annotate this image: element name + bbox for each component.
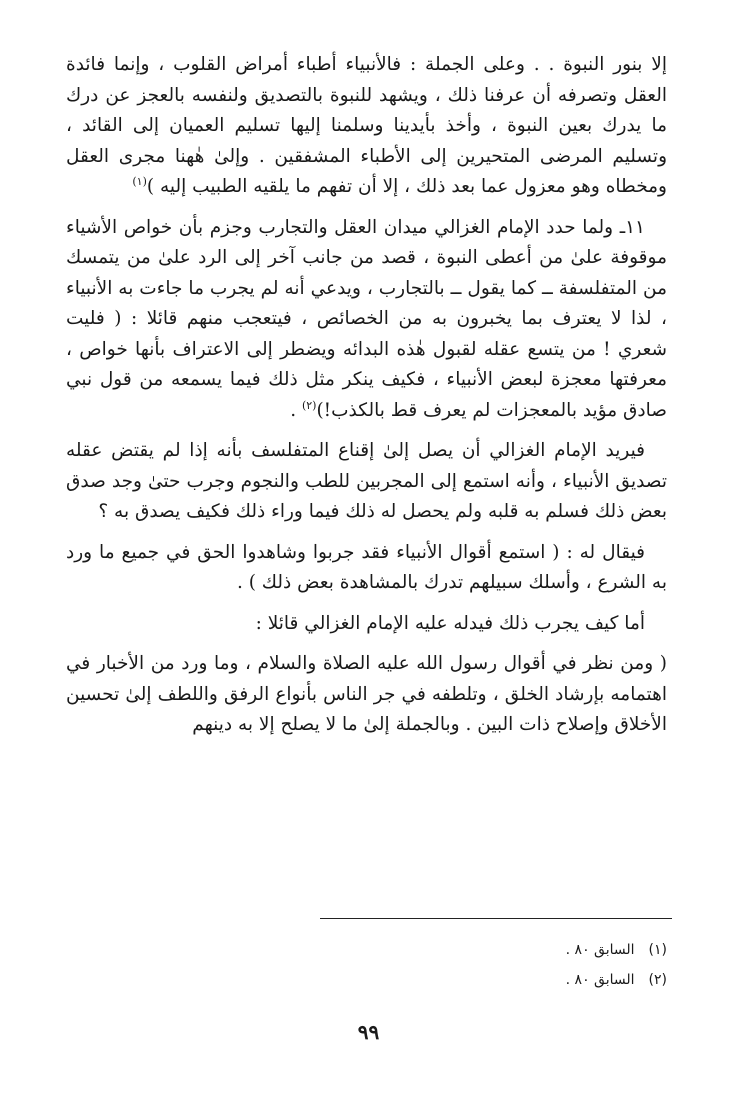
paragraph-4: فيقال له : ( استمع أقوال الأنبياء فقد جربوا وشاهدوا الحق في جميع ما ورد به الشرع ، وأسلك سبيلهم تدرك بالمشاهدة بعض ذلك ) . — [66, 541, 667, 593]
footnote-text: السابق ٨٠ . — [565, 942, 635, 958]
footnote-ref-1[interactable]: (١) — [132, 174, 147, 188]
footnote-ref-2[interactable]: (٢) — [301, 398, 317, 412]
footnote-1 — [566, 942, 667, 958]
footnote-text: السابق ٨٠ . — [565, 972, 635, 988]
footnote-2 — [566, 972, 667, 988]
paragraph-text: ١١ـ ولما حدد الإمام الغزالي ميدان العقل والتجارب وجزم بأن خواص الأشياء موقوفة علىٰ من أعطى النبوة ، قصد من جانب آخر إلى الرد علىٰ من يتمسك من المتفلسفة ــ كما يقول ــ بالتجارب ، ويدعي أنه لم يجرب ما جاءت به الأنبياء ، لذا لا يعترف بما يخبرون به من الخصائص ، فيتعجب منهم قائلا : ( فليت شعري ! من يتسع عقله لقبول هٰذه البدائه ويضطر إلى الاعتراف بأنها خواص ، معرفتها معجزة لبعض الأنبياء ، فكيف ينكر مثل ذلك فيما يسمعه من قول نبي صادق مؤيد بالمعجزات لم يعرف قط بالكذب!) — [66, 216, 667, 421]
main-text — [66, 50, 667, 741]
paragraph-text: إلا بنور النبوة . . وعلى الجملة : فالأنبياء أطباء أمراض القلوب ، وإنما فائدة العقل وتصرفه أن عرفنا ذلك ، ويشهد للنبوة بالتصديق ولنفسه بالعجز عن درك ما يدرك بعين النبوة ، وأخذ بأيدينا وسلمنا إليها تسليم العميان إلى القائد ، وتسليم المرضى المتحيرين إلى الأطباء المشفقين . وإلىٰ هٰهنا مجرى العقل ومخطاه وهو معزول عما بعد ذلك ، إلا أن تفهم ما يلقيه الطبيب إليه ) — [66, 54, 667, 197]
page-number: ٩٩ — [357, 1020, 380, 1044]
footnote-divider — [320, 918, 672, 919]
paragraph-2 — [66, 213, 667, 427]
paragraph-5: أما كيف يجرب ذلك فيدله عليه الإمام الغزالي قائلا : — [255, 612, 645, 634]
footnote-number: (١) — [648, 942, 667, 958]
footnote-number: (٢) — [648, 972, 667, 988]
paragraph-3: فيريد الإمام الغزالي أن يصل إلىٰ إقناع المتفلسف بأنه إذا لم يقتض عقله تصديق الأنبياء ، وأنه استمع إلى المجربين للطب والنجوم وجرب حتىٰ وجد صدق بعض ذلك فسلم به قلبه ولم يحصل له ذلك فيما وراء ذلك فكيف يصدق به ؟ — [66, 440, 667, 522]
paragraph-6: ( ومن نظر في أقوال رسول الله عليه الصلاة والسلام ، وما ورد من الأخبار في اهتمامه بإرشاد الخلق ، وتلطفه في جر الناس بأنواع الرفق واللطف إلىٰ تحسين الأخلاق وإصلاح ذات البين . وبالجملة إلىٰ ما لا يصلح إلا به دينهم — [66, 653, 667, 735]
paragraph-1 — [66, 50, 667, 203]
paragraph-end: . — [290, 399, 302, 421]
